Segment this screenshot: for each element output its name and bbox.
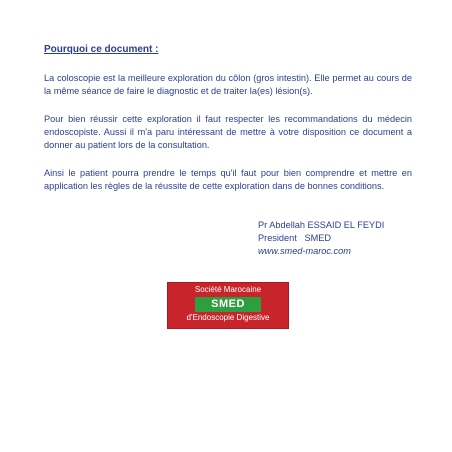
logo-top-text: Société Marocaine xyxy=(194,285,262,294)
signature-name: Pr Abdellah ESSAID EL FEYDI xyxy=(258,220,385,230)
logo-acronym-badge: SMED xyxy=(195,297,261,312)
smed-logo xyxy=(167,282,289,329)
signature-block xyxy=(258,219,384,258)
logo-bottom-text: d'Endoscopie Digestive xyxy=(186,313,270,322)
section-heading: Pourquoi ce document : xyxy=(44,44,159,55)
paragraph-conclusion: Ainsi le patient pourra prendre le temps qu'il faut pour bien comprendre et mettre en application les règles de la réussite de cette exploration dans de bonnes conditions. xyxy=(44,168,412,191)
signature-website: www.smed-maroc.com xyxy=(258,246,351,256)
paragraph-recommendations: Pour bien réussir cette exploration il faut respecter les recommandations du médecin endoscopiste. Aussi il m'a paru intéressant de mettre à votre disposition ce document a donner au patient lors de la consultation. xyxy=(44,114,412,150)
signature-role: President SMED xyxy=(258,233,332,243)
paragraph-intro: La coloscopie est la meilleure exploration du côlon (gros intestin). Elle permet au cours de la même séance de faire le diagnostic et de traiter la(es) lésion(s). xyxy=(44,73,412,96)
